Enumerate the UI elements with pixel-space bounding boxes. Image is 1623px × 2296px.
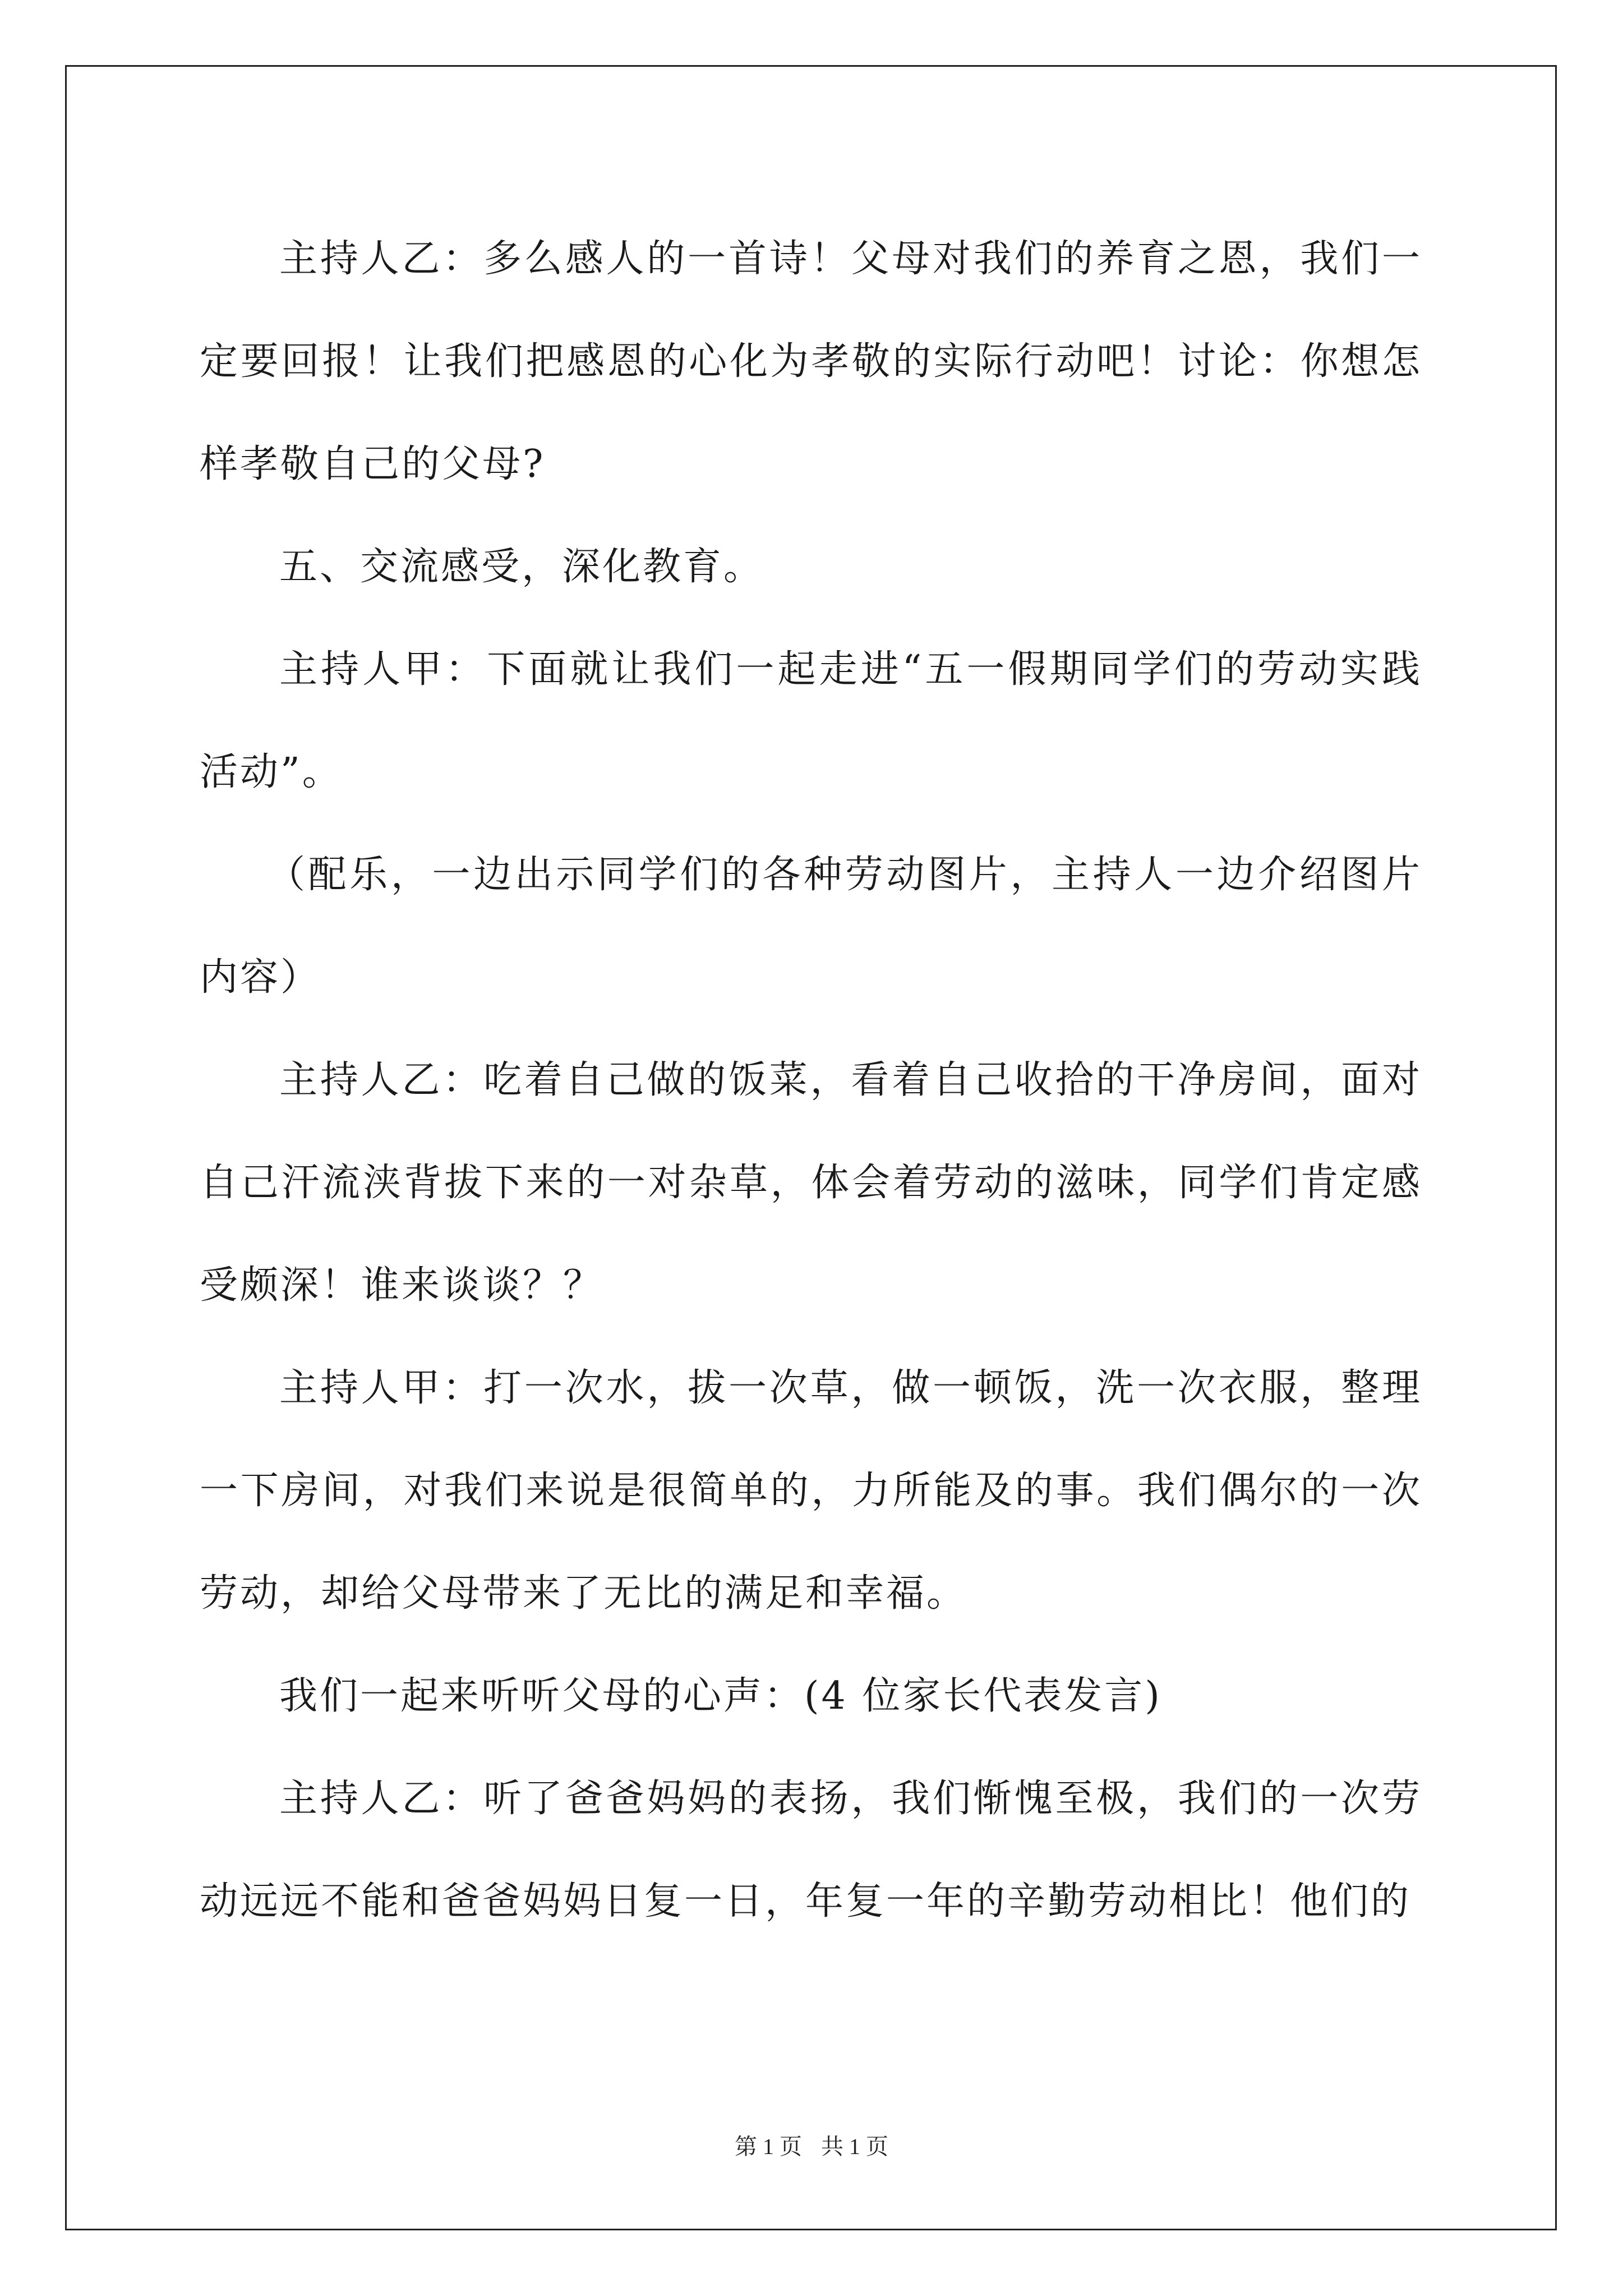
paragraph-5: 主持人乙：吃着自己做的饭菜，看着自己收拾的干净房间，面对自己汗流浃背拔下来的一对杂草，体会着劳动的滋味，同学们肯定感受颇深！谁来谈谈？？ bbox=[200, 1058, 1422, 1308]
paragraph-1: 主持人乙：多么感人的一首诗！父母对我们的养育之恩，我们一定要回报！让我们把感恩的心化为孝敬的实际行动吧！讨论：你想怎样孝敬自己的父母? bbox=[200, 237, 1422, 486]
page-number-total: 共 1 页 bbox=[821, 2134, 888, 2159]
paragraph-4: （配乐，一边出示同学们的各种劳动图片，主持人一边介绍图片内容） bbox=[200, 853, 1422, 1000]
paragraph-2: 五、交流感受，深化教育。 bbox=[279, 545, 764, 589]
paragraph-6: 主持人甲：打一次水，拔一次草，做一顿饭，洗一次衣服，整理一下房间，对我们来说是很简单的，力所能及的事。我们偶尔的一次劳动，却给父母带来了无比的满足和幸福。 bbox=[200, 1366, 1422, 1616]
document-body bbox=[200, 208, 1422, 1953]
paragraph-3: 主持人甲：下面就让我们一起走进“五一假期同学们的劳动实践活动”。 bbox=[200, 647, 1423, 794]
paragraph-7: 我们一起来听听父母的心声：(4 位家长代表发言) bbox=[279, 1674, 1162, 1718]
page-footer bbox=[0, 2129, 1623, 2161]
page-number-current: 第 1 页 bbox=[735, 2134, 802, 2159]
paragraph-8: 主持人乙：听了爸爸妈妈的表扬，我们惭愧至极，我们的一次劳动远远不能和爸爸妈妈日复一日，年复一年的辛勤劳动相比！他们的 bbox=[200, 1777, 1422, 1924]
